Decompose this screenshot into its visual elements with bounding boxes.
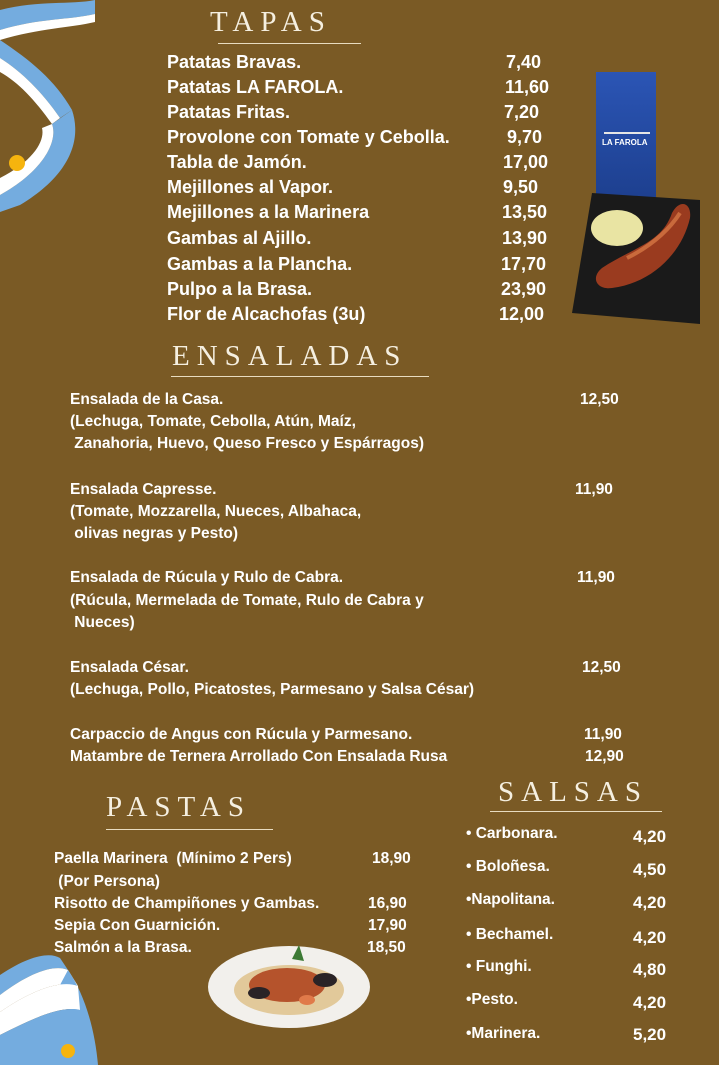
salsas-rule — [490, 811, 662, 812]
pasta-price: 18,50 — [367, 939, 406, 956]
tapas-heading: TAPAS — [210, 6, 332, 38]
octopus-plate-image — [572, 188, 702, 326]
ensalada-description: (Lechuga, Pollo, Picatostes, Parmesano y Salsa César) — [70, 681, 475, 698]
ensalada-name: Ensalada Capresse. — [70, 481, 217, 498]
salsa-name: • Bechamel. — [466, 926, 554, 943]
pastas-heading: PASTAS — [106, 791, 252, 823]
salsa-name: •Napolitana. — [466, 891, 555, 908]
salsas-heading: SALSAS — [498, 776, 648, 808]
ensalada-description: (Tomate, Mozzarella, Nueces, Albahaca, — [70, 503, 362, 520]
tapa-name: Patatas Fritas. — [167, 102, 291, 122]
ensalada-description: (Rúcula, Mermelada de Tomate, Rulo de Cabra y — [70, 592, 424, 609]
pasta-name: Salmón a la Brasa. — [54, 939, 192, 956]
tapa-price: 9,70 — [507, 127, 543, 147]
pasta-note: (Por Persona) — [54, 873, 160, 890]
argentine-ribbon-bottom — [0, 950, 100, 1065]
tapa-price: 11,60 — [505, 77, 550, 97]
pasta-price: 16,90 — [368, 895, 407, 912]
tapa-price: 17,00 — [503, 152, 549, 172]
tapa-price: 7,40 — [506, 52, 542, 72]
tapas-rule — [218, 43, 361, 44]
pasta-name: Risotto de Champiñones y Gambas. — [54, 895, 320, 912]
tapa-price: 9,50 — [503, 177, 539, 197]
salsa-price: 5,20 — [633, 1025, 667, 1044]
tapa-price: 17,70 — [501, 254, 547, 274]
ensalada-description: (Lechuga, Tomate, Cebolla, Atún, Maíz, — [70, 413, 356, 430]
tapa-name: Gambas al Ajillo. — [167, 228, 312, 248]
ensalada-price: 12,50 — [582, 659, 621, 676]
pasta-name: Paella Marinera (Mínimo 2 Pers) — [54, 850, 292, 867]
argentine-ribbon-top — [0, 0, 95, 215]
tapa-price: 13,50 — [502, 202, 548, 222]
tapa-price: 23,90 — [501, 279, 547, 299]
pasta-name: Sepia Con Guarnición. — [54, 917, 221, 934]
tapa-name: Tabla de Jamón. — [167, 152, 307, 172]
ensalada-price: 12,50 — [580, 391, 619, 408]
restaurant-brochure-image — [596, 72, 656, 202]
tapa-price: 12,00 — [499, 304, 545, 324]
ensaladas-heading: ENSALADAS — [172, 340, 408, 372]
salsa-price: 4,20 — [633, 827, 667, 846]
tapa-name: Provolone con Tomate y Cebolla. — [167, 127, 450, 147]
salsa-name: • Carbonara. — [466, 825, 558, 842]
tapa-name: Pulpo a la Brasa. — [167, 279, 313, 299]
salsa-price: 4,20 — [633, 993, 667, 1012]
ensalada-name: Carpaccio de Angus con Rúcula y Parmesano. — [70, 726, 413, 743]
tapa-name: Patatas LA FAROLA. — [167, 77, 344, 97]
pastas-rule — [106, 829, 273, 830]
ensaladas-rule — [171, 376, 429, 377]
tapa-price: 7,20 — [504, 102, 540, 122]
salsa-name: • Funghi. — [466, 958, 532, 975]
ensalada-name: Ensalada de Rúcula y Rulo de Cabra. — [70, 569, 344, 586]
salsa-price: 4,20 — [633, 893, 667, 912]
ensalada-description: Zanahoria, Huevo, Queso Fresco y Espárragos) — [70, 435, 425, 452]
salsa-name: •Pesto. — [466, 991, 518, 1008]
tapa-name: Patatas Bravas. — [167, 52, 302, 72]
sun-of-may-icon — [9, 155, 25, 171]
ensalada-price: 11,90 — [575, 481, 613, 498]
ensalada-price: 11,90 — [584, 726, 622, 743]
pasta-price: 17,90 — [368, 917, 407, 934]
ensalada-name: Ensalada César. — [70, 659, 189, 676]
salsa-price: 4,20 — [633, 928, 667, 947]
ensalada-price: 11,90 — [577, 569, 615, 586]
salsa-name: • Boloñesa. — [466, 858, 550, 875]
ensalada-price: 12,90 — [585, 748, 624, 765]
tapa-name: Mejillones a la Marinera — [167, 202, 370, 222]
ensalada-name: Ensalada de la Casa. — [70, 391, 224, 408]
tapa-name: Mejillones al Vapor. — [167, 177, 334, 197]
ensalada-description: olivas negras y Pesto) — [70, 525, 238, 542]
pasta-price: 18,90 — [372, 850, 411, 867]
ensalada-name: Matambre de Ternera Arrollado Con Ensalada Rusa — [70, 748, 448, 765]
brochure-logo: LA FAROLA — [602, 138, 648, 147]
ensalada-description: Nueces) — [70, 614, 135, 631]
salsa-name: •Marinera. — [466, 1025, 541, 1042]
tapa-name: Gambas a la Plancha. — [167, 254, 353, 274]
salsa-price: 4,80 — [633, 960, 667, 979]
seafood-pasta-image — [207, 945, 372, 1030]
sun-of-may-icon — [61, 1044, 75, 1058]
tapa-price: 13,90 — [502, 228, 548, 248]
tapa-name: Flor de Alcachofas (3u) — [167, 304, 366, 324]
salsa-price: 4,50 — [633, 860, 667, 879]
